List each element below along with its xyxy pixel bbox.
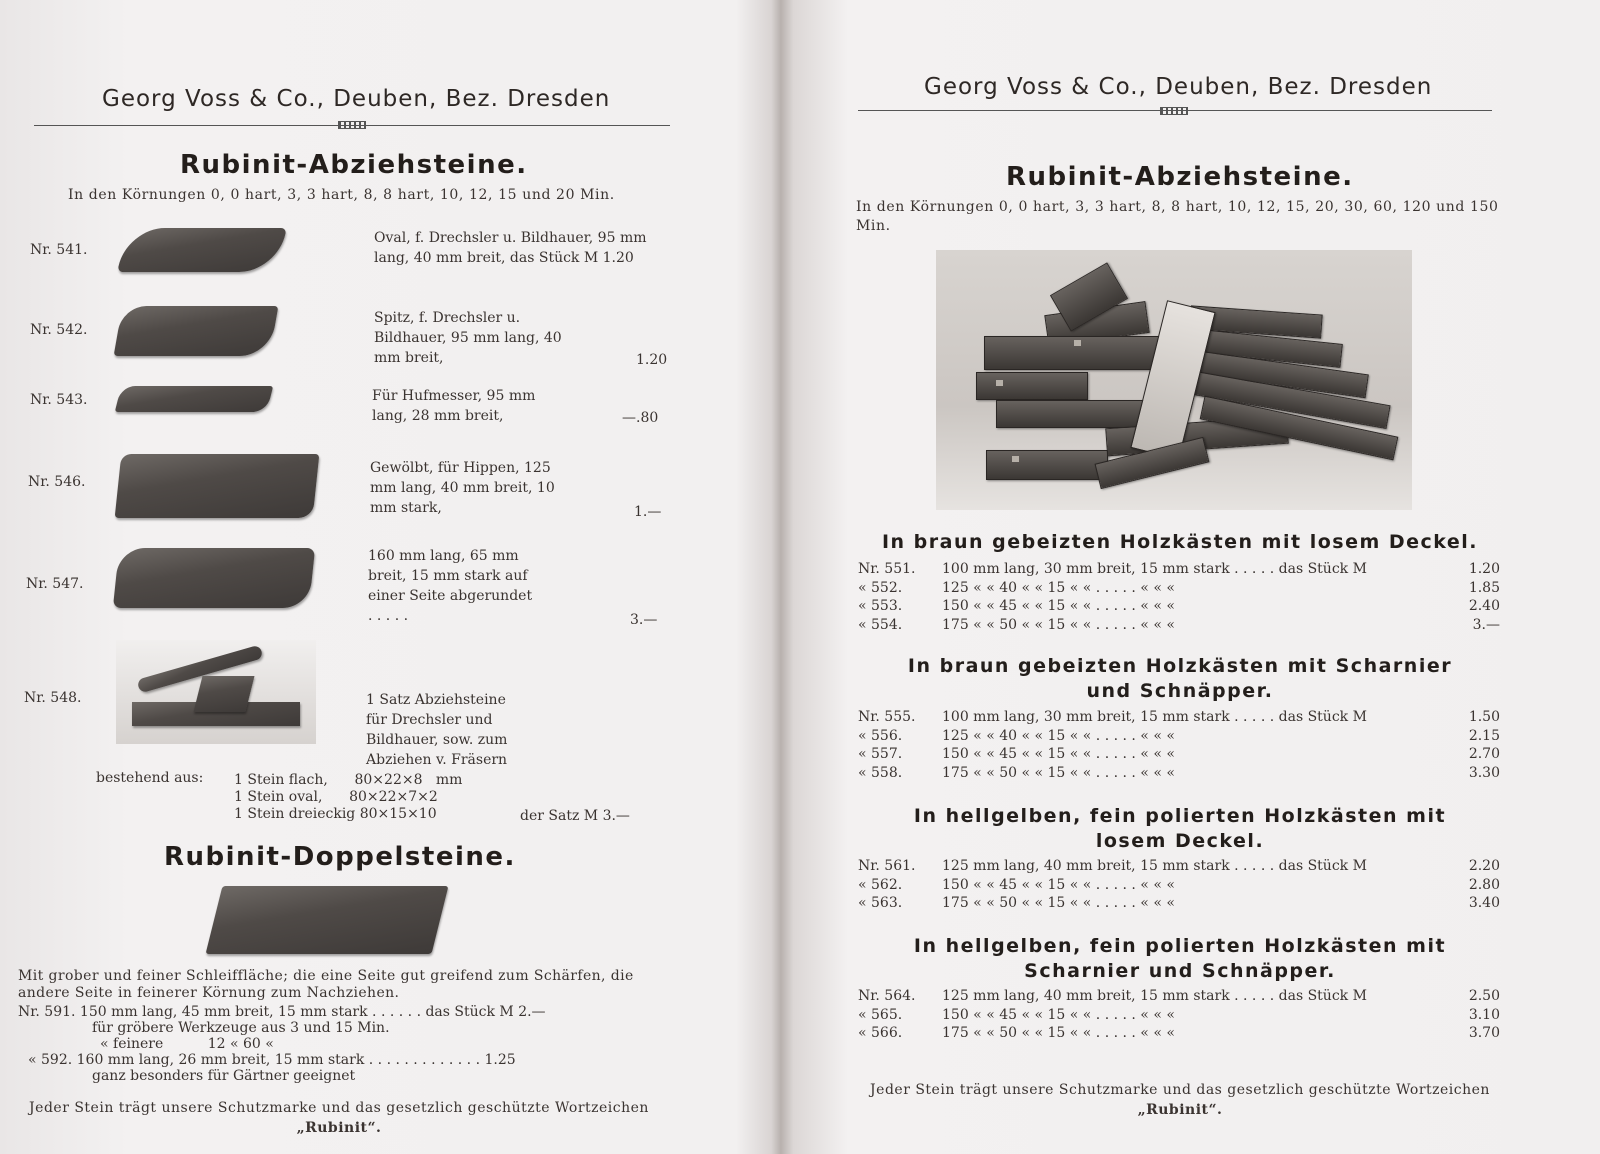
item-number: Nr. 546. — [28, 474, 86, 490]
table-row — [854, 560, 1504, 579]
header-ornament — [1160, 107, 1188, 115]
row-spec: 100 mm lang, 30 mm breit, 15 mm stark . . . . . das Stück M — [942, 709, 1367, 726]
rounded-stone-image — [113, 548, 315, 608]
doppel-line: « 592. 160 mm lang, 26 mm breit, 15 mm stark . . . . . . . . . . . . . 1.25 — [28, 1052, 516, 1068]
set-label: bestehend aus: — [96, 770, 204, 786]
hoof-knife-stone-image — [115, 386, 273, 412]
right-title: Rubinit-Abziehsteine. — [1006, 162, 1354, 192]
row-spec: 100 mm lang, 30 mm breit, 15 mm stark . . . . . das Stück M — [942, 561, 1367, 578]
right-footer — [850, 1080, 1510, 1120]
table-row — [854, 857, 1504, 876]
item-price: 3.— — [630, 612, 658, 628]
section-heading: In hellgelben, fein polierten Holzkästen mit Scharnier und Schnäpper. — [913, 935, 1447, 982]
row-spec: 150 « « 45 « « 15 « « . . . . . « « « — [942, 876, 1175, 893]
footer-line: Jeder Stein trägt unsere Schutzmarke und das gesetzlich geschützte Wortzeichen — [870, 1082, 1490, 1098]
item-description: Spitz, f. Drechsler u. Bildhauer, 95 mm lang, 40 mm breit, — [374, 310, 562, 366]
row-price: 3.70 — [1468, 1025, 1500, 1042]
row-price: 2.15 — [1468, 727, 1500, 744]
table-row — [854, 745, 1504, 764]
row-price: 3.10 — [1468, 1006, 1500, 1023]
table-row — [854, 708, 1504, 727]
row-price: 1.20 — [1468, 561, 1500, 578]
item-description: Für Hufmesser, 95 mm lang, 28 mm breit, — [372, 388, 536, 424]
row-number: « 553. — [858, 598, 903, 615]
item-description: Oval, f. Drechsler u. Bildhauer, 95 mm lang, 40 mm breit, das Stück M 1.20 — [374, 230, 647, 266]
row-spec: 175 « « 50 « « 15 « « . . . . . « « « — [942, 764, 1175, 781]
set-price: der Satz M 3.— — [520, 808, 630, 824]
left-page-header: Georg Voss & Co., Deuben, Bez. Dresden — [102, 86, 611, 112]
row-spec: 125 mm lang, 40 mm breit, 15 mm stark . . . . . das Stück M — [942, 988, 1367, 1005]
row-spec: 150 « « 45 « « 15 « « . . . . . « « « — [942, 598, 1175, 615]
footer-trademark: „Rubinit“. — [296, 1120, 382, 1136]
row-number: « 565. — [858, 1006, 903, 1023]
row-price: 2.80 — [1468, 876, 1500, 893]
row-price: 2.50 — [1468, 988, 1500, 1005]
item-price: —.80 — [622, 410, 659, 426]
item-number: Nr. 542. — [30, 322, 88, 338]
row-price: 3.40 — [1468, 895, 1500, 912]
row-number: Nr. 561. — [858, 858, 916, 875]
table-row — [854, 1006, 1504, 1025]
row-number: « 557. — [858, 746, 903, 763]
row-spec: 150 « « 45 « « 15 « « . . . . . « « « — [942, 1006, 1175, 1023]
stone-boxes-photo — [936, 250, 1412, 510]
header-ornament — [338, 121, 366, 129]
item-number: Nr. 543. — [30, 392, 88, 408]
item-number: Nr. 548. — [24, 690, 82, 706]
item-price: 1.— — [634, 504, 662, 520]
right-subtitle: In den Körnungen 0, 0 hart, 3, 3 hart, 8, 8 hart, 10, 12, 15, 20, 30, 60, 120 und 150 Min. — [856, 199, 1499, 234]
section-heading: In hellgelben, fein polierten Holzkästen mit losem Deckel. — [913, 805, 1447, 852]
item-description: Gewölbt, für Hippen, 125 mm lang, 40 mm breit, 10 mm stark, — [370, 460, 555, 516]
table-row — [854, 579, 1504, 598]
table-row — [854, 616, 1504, 635]
curved-stone-image — [115, 454, 320, 518]
row-number: « 556. — [858, 727, 903, 744]
price-table — [854, 857, 1504, 913]
left-footer — [14, 1098, 664, 1138]
row-price: 2.20 — [1468, 858, 1500, 875]
table-row — [854, 1024, 1504, 1043]
row-price: 1.50 — [1468, 709, 1500, 726]
double-stone-image — [206, 886, 449, 954]
row-price: 3.30 — [1468, 764, 1500, 781]
price-table — [854, 560, 1504, 634]
row-number: Nr. 555. — [858, 709, 916, 726]
item-number: Nr. 547. — [26, 576, 84, 592]
table-row — [854, 876, 1504, 895]
section-heading: In braun gebeizten Holzkästen mit Scharnier und Schnäpper. — [907, 655, 1453, 702]
table-row — [854, 894, 1504, 913]
row-number: Nr. 564. — [858, 988, 916, 1005]
item-description: 160 mm lang, 65 mm breit, 15 mm stark auf einer Seite abgerundet . . . . . — [368, 548, 533, 624]
row-spec: 175 « « 50 « « 15 « « . . . . . « « « — [942, 895, 1175, 912]
set-line: 1 Stein flach, 80×22×8 mm — [234, 772, 463, 788]
row-price: 3.— — [1472, 616, 1500, 633]
table-row — [854, 727, 1504, 746]
set-line: 1 Stein oval, 80×22×7×2 — [234, 789, 438, 805]
oval-stone-image — [117, 228, 286, 272]
left-subtitle: In den Körnungen 0, 0 hart, 3, 3 hart, 8, 8 hart, 10, 12, 15 und 20 Min. — [68, 187, 615, 203]
row-spec: 150 « « 45 « « 15 « « . . . . . « « « — [942, 746, 1175, 763]
right-page — [790, 0, 1600, 1154]
left-title-doppelsteine: Rubinit-Doppelsteine. — [164, 842, 516, 872]
row-number: « 566. — [858, 1025, 903, 1042]
item-number: Nr. 541. — [30, 242, 88, 258]
row-number: « 558. — [858, 764, 903, 781]
item-description: 1 Satz Abziehsteine für Drechsler und Bildhauer, sow. zum Abziehen v. Fräsern — [366, 692, 508, 768]
doppel-line: Nr. 591. 150 mm lang, 45 mm breit, 15 mm stark . . . . . . das Stück M 2.— — [18, 1004, 546, 1020]
doppel-line: « feinere 12 « 60 « — [100, 1036, 274, 1052]
row-number: Nr. 551. — [858, 561, 916, 578]
doppel-paragraph: Mit grober und feiner Schleiffläche; die eine Seite gut greifend zum Schärfen, die andere Seite in feinerer Körnung zum Nachziehen. — [18, 968, 634, 1001]
row-price: 2.40 — [1468, 598, 1500, 615]
doppel-line: ganz besonders für Gärtner geeignet — [92, 1068, 356, 1084]
footer-line: Jeder Stein trägt unsere Schutzmarke und das gesetzlich geschützte Wortzeichen — [29, 1100, 649, 1116]
row-number: « 554. — [858, 616, 903, 633]
stone-set-photo — [116, 640, 316, 744]
pointed-stone-image — [114, 306, 279, 356]
price-table — [854, 987, 1504, 1043]
row-spec: 125 mm lang, 40 mm breit, 15 mm stark . . . . . das Stück M — [942, 858, 1367, 875]
left-title: Rubinit-Abziehsteine. — [180, 150, 528, 180]
row-price: 2.70 — [1468, 746, 1500, 763]
item-price: 1.20 — [636, 352, 668, 368]
table-row — [854, 764, 1504, 783]
row-spec: 175 « « 50 « « 15 « « . . . . . « « « — [942, 616, 1175, 633]
row-spec: 175 « « 50 « « 15 « « . . . . . « « « — [942, 1025, 1175, 1042]
row-spec: 125 « « 40 « « 15 « « . . . . . « « « — [942, 579, 1175, 596]
row-number: « 563. — [858, 895, 903, 912]
price-table — [854, 708, 1504, 782]
table-row — [854, 597, 1504, 616]
row-number: « 552. — [858, 579, 903, 596]
row-price: 1.85 — [1468, 579, 1500, 596]
right-page-header: Georg Voss & Co., Deuben, Bez. Dresden — [924, 74, 1433, 100]
set-line: 1 Stein dreieckig 80×15×10 — [234, 806, 437, 822]
doppel-line: für gröbere Werkzeuge aus 3 und 15 Min. — [92, 1020, 390, 1036]
section-heading: In braun gebeizten Holzkästen mit losem Deckel. — [881, 531, 1479, 553]
row-number: « 562. — [858, 876, 903, 893]
footer-trademark: „Rubinit“. — [1137, 1102, 1223, 1118]
row-spec: 125 « « 40 « « 15 « « . . . . . « « « — [942, 727, 1175, 744]
table-row — [854, 987, 1504, 1006]
left-page — [0, 0, 780, 1154]
